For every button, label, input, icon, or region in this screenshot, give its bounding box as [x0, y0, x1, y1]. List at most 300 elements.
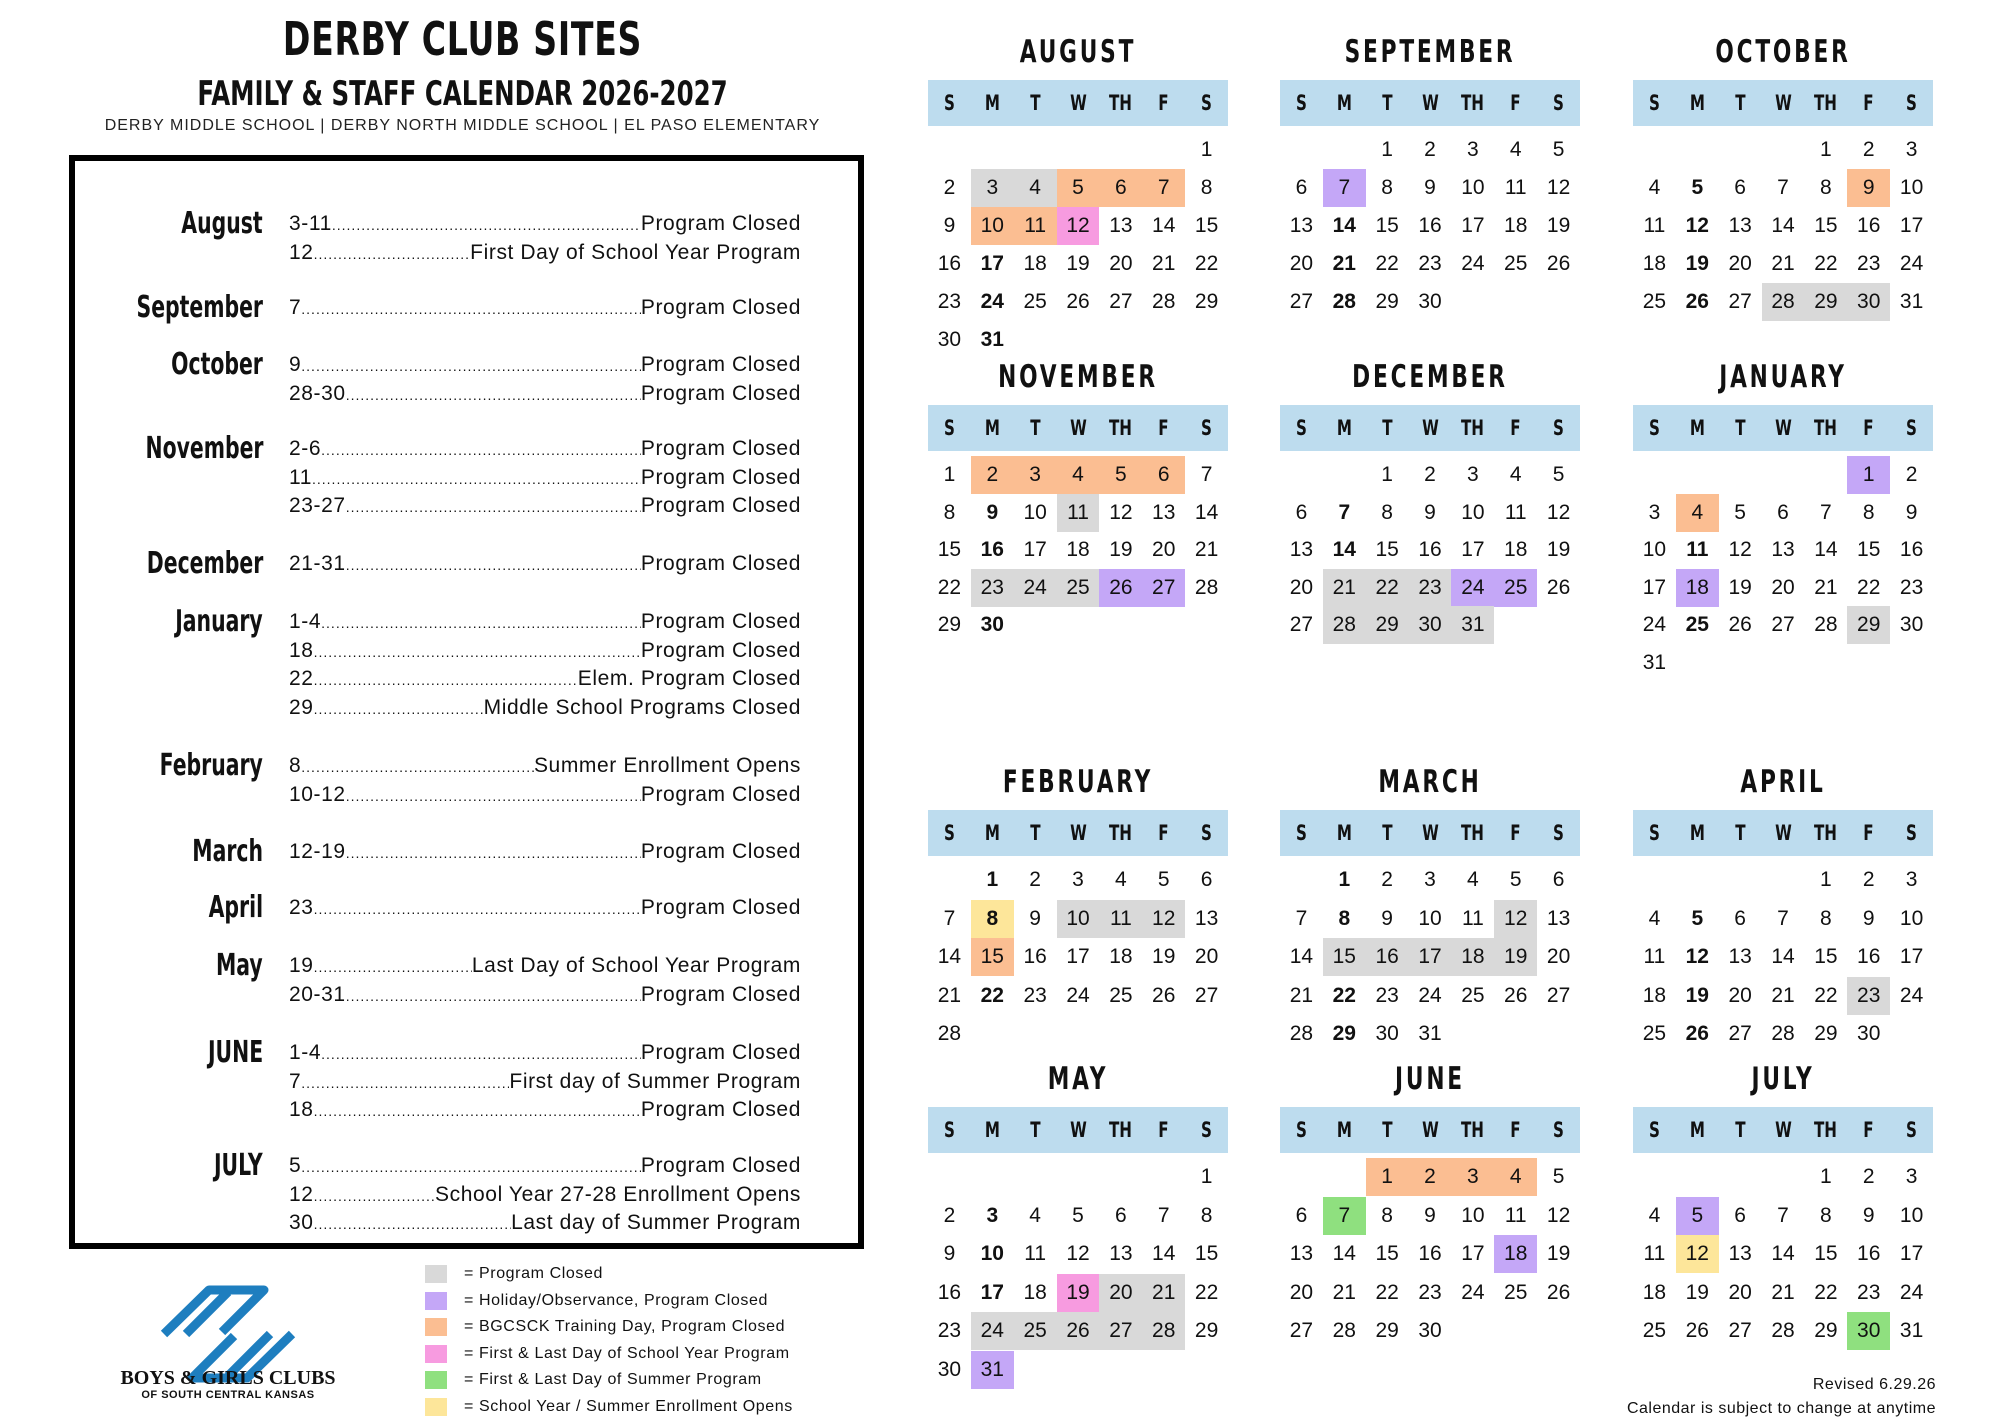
weekday-label: F	[1510, 416, 1521, 440]
day-cell: 15	[1857, 538, 1881, 561]
day-cell: 30	[1847, 1312, 1890, 1350]
day-cell: 13	[1289, 214, 1314, 237]
event-line	[289, 212, 801, 240]
event-line	[289, 983, 801, 1011]
day-cell: 6	[1734, 176, 1746, 199]
day-cell: 19	[1109, 538, 1133, 561]
day-cell: 27	[1289, 613, 1314, 636]
day-cell: 28	[1152, 290, 1176, 313]
day-cell: 1	[1820, 868, 1832, 891]
day-cell: 10	[1899, 906, 1924, 930]
weekday-label: T	[1381, 91, 1393, 115]
weekday-label: S	[1201, 416, 1213, 440]
legend-swatch	[425, 1292, 447, 1310]
weekday-label: F	[1510, 1118, 1521, 1142]
day-cell: 11	[1504, 176, 1527, 199]
day-cell: 30	[937, 1357, 962, 1381]
day-cell: 2	[1862, 138, 1875, 161]
event-description: Last Day of School Year Program	[471, 954, 801, 977]
day-cell: 8	[1862, 500, 1875, 524]
day-cell: 6	[1295, 500, 1308, 524]
day-cell: 23	[1847, 977, 1890, 1015]
day-cell: 9	[1029, 906, 1041, 930]
event-month-label: August	[181, 206, 263, 241]
day-cell: 1	[1820, 138, 1832, 161]
day-cell: 27	[1142, 569, 1185, 607]
day-cell: 26	[1504, 983, 1528, 1007]
day-cell: 26	[1152, 983, 1176, 1007]
day-cell: 28	[1332, 290, 1356, 313]
day-cell: 15	[1323, 938, 1366, 976]
weekday-label: S	[1648, 821, 1660, 845]
event-month-label: March	[192, 834, 263, 869]
weekday-label: S	[1553, 1118, 1565, 1142]
month-title: AUGUST	[1019, 34, 1137, 70]
leader-dots	[301, 301, 641, 317]
day-cell: 26	[1099, 569, 1142, 607]
event-date: 18	[289, 638, 314, 662]
event-description: Summer Enrollment Opens	[533, 754, 801, 777]
day-cell: 9	[986, 500, 999, 524]
day-cell: 5	[1072, 1203, 1084, 1227]
day-cell: 26	[1546, 1280, 1571, 1304]
event-description: First Day of School Year Program	[470, 240, 801, 264]
event-description: Program Closed	[640, 552, 801, 575]
weekday-label: F	[1863, 416, 1874, 440]
day-cell: 3	[1467, 138, 1479, 161]
day-cell: 12	[1685, 214, 1709, 237]
day-cell: 12	[1546, 1203, 1571, 1227]
day-cell: 6	[1200, 868, 1213, 891]
event-date: 12	[289, 1182, 314, 1206]
day-cell: 22	[1194, 1280, 1219, 1304]
event-month-label: September	[136, 290, 263, 325]
day-cell: 4	[1676, 494, 1719, 532]
day-cell: 27	[1289, 1319, 1314, 1342]
day-cell: 20	[1771, 575, 1795, 599]
day-cell: 14	[937, 945, 962, 968]
event-description: Middle School Programs Closed	[483, 695, 801, 719]
day-cell: 5	[1157, 868, 1170, 891]
day-cell: 4	[1648, 906, 1661, 930]
month-title: DECEMBER	[1352, 359, 1508, 395]
weekday-label: TH	[1461, 416, 1485, 440]
weekday-label: S	[1201, 821, 1213, 845]
day-cell: 16	[1857, 214, 1881, 237]
day-cell: 5	[1509, 868, 1522, 891]
event-date: 12-19	[289, 840, 346, 863]
weekday-label: TH	[1814, 416, 1838, 440]
day-cell: 14	[1771, 945, 1795, 968]
day-cell: 2	[943, 176, 956, 199]
day-cell: 16	[1857, 1242, 1881, 1265]
day-cell: 6	[1734, 1203, 1746, 1227]
day-cell: 18	[1023, 252, 1047, 275]
day-cell: 8	[1820, 906, 1832, 930]
day-cell: 1	[943, 463, 956, 486]
weekday-label: F	[1158, 821, 1169, 845]
day-cell: 20	[1728, 983, 1752, 1007]
event-description: Program Closed	[640, 296, 801, 319]
leader-dots	[321, 615, 641, 631]
day-cell: 12	[1728, 538, 1752, 561]
day-cell: 25	[1642, 290, 1667, 313]
weekday-label: TH	[1109, 416, 1133, 440]
event-description: Program Closed	[640, 437, 801, 460]
day-cell: 4	[1057, 456, 1100, 494]
day-cell: 16	[1418, 214, 1442, 237]
weekday-label: M	[1336, 416, 1352, 440]
day-cell: 23	[1857, 1280, 1881, 1304]
legend-label: = BGCSCK Training Day, Program Closed	[464, 1318, 786, 1335]
weekday-label: M	[1689, 1118, 1705, 1142]
month-title: MARCH	[1378, 764, 1482, 800]
day-cell: 13	[1152, 500, 1176, 524]
leader-dots	[346, 557, 641, 573]
legend-label: = First & Last Day of Summer Program	[464, 1371, 762, 1388]
day-cell: 29	[1366, 606, 1409, 644]
day-cell: 21	[1814, 575, 1838, 599]
day-cell: 29	[1332, 1022, 1356, 1045]
day-cell: 16	[1418, 1242, 1442, 1265]
day-cell: 29	[1194, 1319, 1219, 1342]
weekday-label: F	[1158, 91, 1169, 115]
event-month-label: JULY	[214, 1148, 263, 1183]
event-description: Program Closed	[640, 353, 801, 376]
day-cell: 27	[1728, 290, 1752, 313]
month-title: APRIL	[1740, 764, 1826, 800]
leader-dots	[314, 1188, 435, 1204]
day-cell: 22	[1375, 1280, 1399, 1304]
event-date: 12	[289, 240, 314, 264]
day-cell: 31	[1451, 606, 1494, 644]
day-cell: 15	[1375, 538, 1399, 561]
day-cell: 23	[1418, 252, 1442, 275]
weekday-label: F	[1510, 91, 1521, 115]
day-cell: 8	[943, 500, 956, 524]
legend-label: = Program Closed	[464, 1265, 603, 1282]
day-cell: 17	[1023, 538, 1047, 561]
day-cell: 15	[1814, 945, 1838, 968]
day-cell: 12	[1057, 207, 1100, 245]
day-cell: 18	[1023, 1280, 1047, 1304]
event-description: First day of Summer Program	[509, 1069, 801, 1093]
event-line	[289, 1154, 801, 1182]
weekday-label: TH	[1814, 1118, 1838, 1142]
leader-dots	[314, 959, 472, 975]
day-cell: 27	[1194, 983, 1219, 1007]
day-cell: 12	[1142, 900, 1185, 938]
day-cell: 20	[1728, 252, 1752, 275]
day-cell: 27	[1546, 983, 1571, 1007]
weekday-header	[1280, 810, 1580, 856]
event-date: 8	[289, 754, 302, 777]
day-cell: 19	[1057, 1274, 1100, 1312]
event-date: 7	[289, 1069, 302, 1093]
day-cell: 28	[1142, 1312, 1185, 1350]
day-cell: 6	[1295, 176, 1308, 199]
weekday-label: S	[1201, 91, 1213, 115]
day-cell: 4	[1115, 868, 1127, 891]
legend-swatch	[425, 1398, 447, 1416]
event-line	[289, 754, 801, 782]
day-cell: 11	[1504, 500, 1527, 524]
day-cell: 28	[1332, 1319, 1356, 1342]
event-line	[289, 954, 801, 982]
day-cell: 27	[1109, 290, 1133, 313]
event-date: 18	[289, 1098, 314, 1122]
weekday-label: S	[943, 821, 955, 845]
logo-line2: OF SOUTH CENTRAL KANSAS	[141, 1389, 315, 1401]
day-cell: 5	[1676, 1197, 1719, 1235]
month-title: JUNE	[1395, 1061, 1465, 1097]
day-cell: 22	[1366, 569, 1409, 607]
day-cell: 27	[1728, 1319, 1752, 1342]
day-cell: 5	[1057, 169, 1100, 207]
event-date: 2-6	[289, 437, 322, 460]
leader-dots	[314, 1103, 641, 1119]
day-cell: 4	[1014, 169, 1057, 207]
day-cell: 3	[986, 1203, 999, 1227]
day-cell: 11	[1643, 214, 1666, 237]
weekday-label: T	[1381, 416, 1393, 440]
day-cell: 26	[1685, 290, 1709, 313]
legend-item	[425, 1316, 845, 1338]
day-cell: 13	[1109, 1242, 1133, 1265]
day-cell: 10	[980, 1242, 1004, 1265]
weekday-label: S	[943, 416, 955, 440]
day-cell: 30	[1857, 1022, 1881, 1045]
day-cell: 30	[1899, 613, 1924, 636]
weekday-label: M	[1336, 91, 1352, 115]
change-note: Calendar is subject to change at anytime	[1626, 1400, 1936, 1417]
event-line	[289, 1070, 801, 1098]
day-cell: 12	[1685, 945, 1709, 968]
day-cell: 9	[1424, 1203, 1436, 1227]
leader-dots	[314, 701, 484, 717]
day-cell: 14	[1771, 214, 1795, 237]
legend-label: = Holiday/Observance, Program Closed	[464, 1291, 768, 1309]
day-cell: 13	[1771, 538, 1795, 561]
day-cell: 9	[1381, 906, 1393, 930]
day-cell: 1	[1381, 138, 1393, 161]
weekday-label: TH	[1461, 821, 1485, 845]
day-cell: 24	[1451, 569, 1494, 607]
day-cell: 4	[1494, 1158, 1537, 1196]
day-cell: 14	[1289, 945, 1314, 968]
day-cell: 24	[1014, 569, 1057, 607]
page-title: DERBY CLUB SITES	[282, 12, 643, 66]
day-cell: 14	[1332, 214, 1356, 237]
event-line	[289, 610, 801, 638]
event-line	[289, 696, 801, 724]
day-cell: 7	[1157, 1203, 1170, 1227]
day-cell: 7	[1323, 169, 1366, 207]
event-date: 21-31	[289, 552, 346, 575]
day-cell: 25	[1642, 1319, 1667, 1342]
day-cell: 27	[1289, 290, 1314, 313]
month-title: SEPTEMBER	[1344, 34, 1516, 70]
weekday-label: S	[1201, 1118, 1213, 1142]
events-box	[69, 155, 864, 1249]
day-cell: 20	[1546, 945, 1571, 968]
day-cell: 22	[1857, 575, 1881, 599]
event-line	[289, 353, 801, 381]
day-cell: 24	[1899, 1280, 1924, 1304]
leader-dots	[301, 759, 534, 775]
day-cell: 20	[1152, 538, 1176, 561]
day-cell: 2	[971, 456, 1014, 494]
day-cell: 28	[1771, 1022, 1795, 1045]
day-cell: 8	[1381, 500, 1393, 524]
day-cell: 25	[1494, 569, 1537, 607]
day-cell: 28	[1814, 613, 1838, 636]
weekday-label: W	[1069, 91, 1087, 115]
month-title: MAY	[1047, 1061, 1109, 1097]
day-cell: 18	[1451, 938, 1494, 976]
day-cell: 17	[1461, 538, 1485, 561]
day-cell: 9	[943, 1242, 956, 1265]
day-cell: 16	[937, 1280, 962, 1304]
weekday-header	[928, 810, 1228, 856]
day-cell: 25	[1504, 252, 1528, 275]
weekday-label: S	[1648, 91, 1660, 115]
day-cell: 30	[1375, 1022, 1399, 1045]
day-cell: 6	[1142, 456, 1185, 494]
day-cell: 6	[1295, 1203, 1308, 1227]
day-cell: 2	[1424, 463, 1436, 486]
day-cell: 9	[1424, 176, 1436, 199]
event-date: 11	[289, 465, 312, 489]
event-month-label: January	[175, 604, 263, 639]
day-cell: 14	[1332, 1242, 1356, 1265]
legend-swatch	[425, 1318, 447, 1336]
weekday-label: TH	[1109, 91, 1133, 115]
day-cell: 2	[1424, 138, 1436, 161]
day-cell: 16	[1418, 538, 1442, 561]
weekday-label: S	[1906, 1118, 1918, 1142]
day-cell: 23	[1418, 1280, 1442, 1304]
day-cell: 16	[1366, 938, 1409, 976]
day-cell: 22	[1194, 252, 1219, 275]
day-cell: 8	[1820, 1203, 1832, 1227]
day-cell: 8	[1381, 1203, 1393, 1227]
day-cell: 24	[1066, 983, 1090, 1007]
event-month-label: November	[145, 431, 263, 466]
event-description: Elem. Program Closed	[577, 667, 801, 691]
day-cell: 8	[1381, 176, 1393, 199]
day-cell: 16	[980, 538, 1004, 561]
event-date: 3-11	[289, 212, 332, 235]
event-date: 19	[289, 954, 314, 977]
day-cell: 14	[1332, 538, 1356, 561]
event-date: 1-4	[289, 1041, 322, 1064]
event-line	[289, 494, 801, 522]
day-cell: 10	[1418, 906, 1442, 930]
weekday-label: W	[1069, 1118, 1087, 1142]
day-cell: 15	[1194, 1242, 1219, 1265]
day-cell: 6	[1552, 868, 1565, 891]
month-title: NOVEMBER	[998, 359, 1158, 395]
event-date: 5	[289, 1154, 302, 1177]
day-cell: 11	[1014, 207, 1057, 245]
day-cell: 28	[1771, 1319, 1795, 1342]
day-cell: 3	[1014, 456, 1057, 494]
day-cell: 2	[1409, 1158, 1452, 1196]
event-date: 23	[289, 896, 314, 919]
weekday-label: M	[984, 1118, 1000, 1142]
event-date: 7	[289, 296, 302, 319]
day-cell: 18	[1066, 538, 1090, 561]
day-cell: 12	[1494, 900, 1537, 938]
weekday-label: S	[1906, 416, 1918, 440]
day-cell: 4	[1509, 463, 1522, 486]
day-cell: 3	[1467, 463, 1479, 486]
day-cell: 5	[1552, 1165, 1565, 1188]
weekday-label: F	[1863, 91, 1874, 115]
day-cell: 19	[1066, 252, 1090, 275]
day-cell: 17	[1899, 945, 1924, 968]
day-cell: 7	[1142, 169, 1185, 207]
day-cell: 15	[1814, 214, 1838, 237]
day-cell: 1	[1366, 1158, 1409, 1196]
day-cell: 7	[1777, 906, 1789, 930]
day-cell: 14	[1152, 1242, 1176, 1265]
day-cell: 14	[1152, 214, 1176, 237]
day-cell: 23	[1899, 575, 1924, 599]
day-cell: 25	[1109, 983, 1133, 1007]
day-cell: 21	[1771, 1280, 1795, 1304]
day-cell: 12	[1546, 176, 1571, 199]
day-cell: 23	[1023, 983, 1047, 1007]
weekday-label: M	[1336, 1118, 1352, 1142]
day-cell: 26	[1546, 252, 1571, 275]
day-cell: 27	[1771, 613, 1795, 636]
weekday-label: F	[1158, 416, 1169, 440]
day-cell: 20	[1289, 1280, 1314, 1304]
day-cell: 18	[1642, 983, 1667, 1007]
day-cell: 23	[937, 290, 962, 313]
weekday-label: T	[1029, 416, 1041, 440]
event-description: Program Closed	[640, 381, 801, 405]
day-cell: 19	[1685, 983, 1709, 1007]
weekday-label: F	[1863, 1118, 1874, 1142]
event-line	[289, 1098, 801, 1126]
day-cell: 29	[1847, 606, 1890, 644]
day-cell: 3	[1905, 138, 1918, 161]
event-description: Program Closed	[640, 896, 801, 919]
weekday-label: M	[984, 91, 1000, 115]
day-cell: 8	[1820, 176, 1832, 199]
day-cell: 11	[1099, 900, 1142, 938]
day-cell: 23	[1409, 569, 1452, 607]
day-cell: 26	[1685, 1319, 1709, 1342]
event-description: Program Closed	[640, 1098, 801, 1122]
day-cell: 20	[1289, 575, 1314, 599]
leader-dots	[332, 217, 641, 233]
weekday-label: W	[1421, 416, 1439, 440]
day-cell: 17	[1066, 945, 1090, 968]
day-cell: 26	[1685, 1022, 1709, 1045]
day-cell: 28	[1762, 283, 1805, 321]
weekday-header	[1633, 810, 1933, 856]
weekday-label: TH	[1814, 91, 1838, 115]
event-line	[289, 241, 801, 269]
day-cell: 1	[986, 868, 999, 891]
day-cell: 11	[1057, 494, 1100, 532]
day-cell: 5	[1552, 138, 1565, 161]
weekday-label: W	[1421, 821, 1439, 845]
